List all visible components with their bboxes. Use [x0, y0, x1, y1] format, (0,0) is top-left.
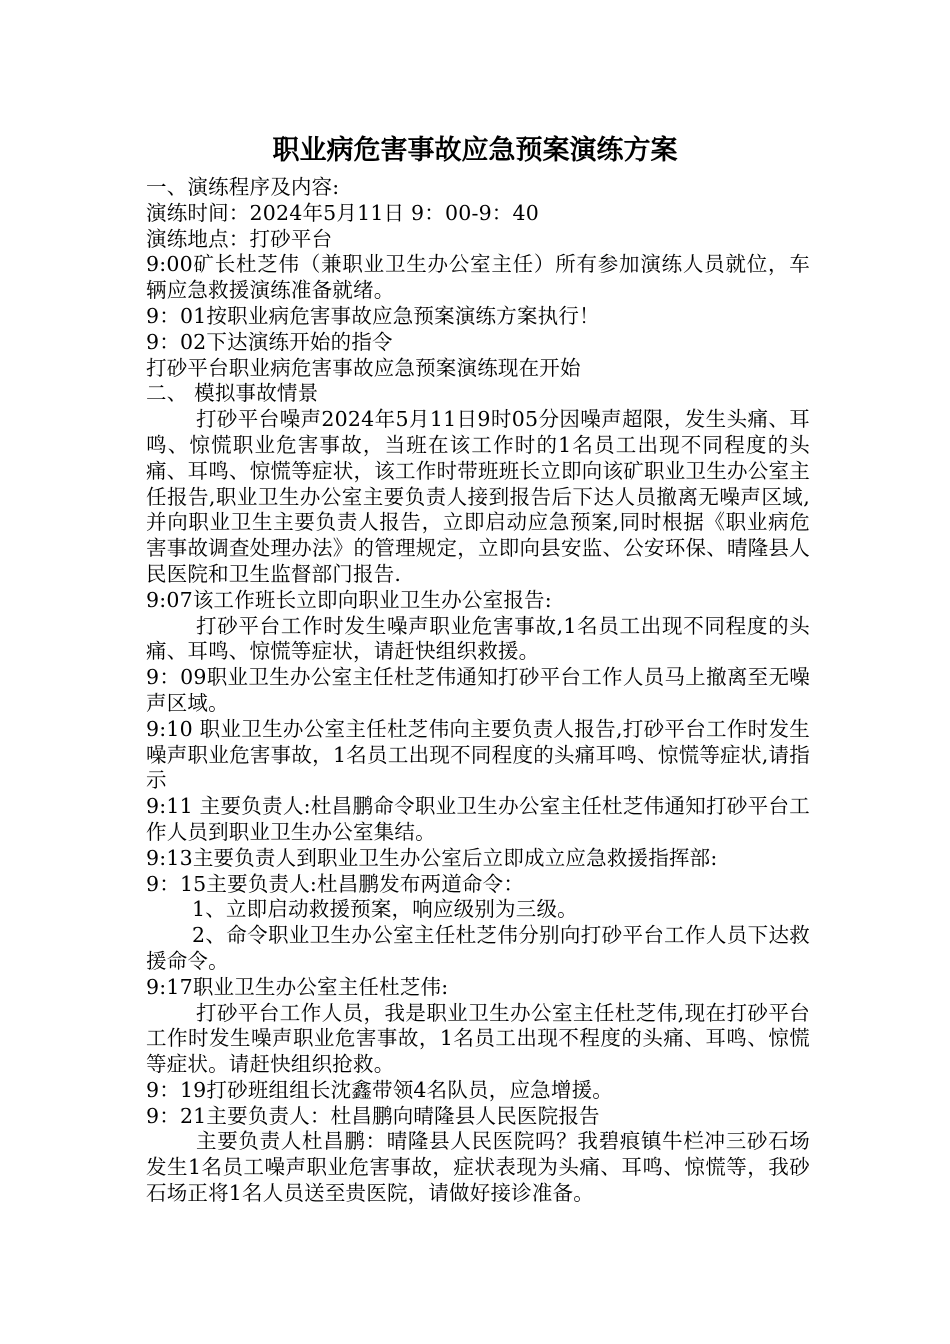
paragraph: 打砂平台工作时发生噪声职业危害事故,1名员工出现不同程度的头痛、耳鸣、惊慌等症状，请赶快组织救援。 [146, 613, 810, 664]
paragraph: 打砂平台噪声2024年5月11日9时05分因噪声超限，发生头痛、耳鸣、惊慌职业危害事故，当班在该工作时的1名员工出现不同程度的头痛、耳鸣、惊慌等症状，该工作时带班班长立即向该矿职业卫生办公室主任报告,职业卫生办公室主要负责人接到报告后下达人员撤离无噪声区域,并向职业卫生主要负责人报告，立即启动应急预案,同时根据《职业病危害事故调查处理办法》的管理规定，立即向县安监、公安环保、晴隆县人民医院和卫生监督部门报告. [146, 407, 810, 586]
paragraph: 9:17职业卫生办公室主任杜芝伟: [146, 974, 449, 999]
paragraph: 9：09职业卫生办公室主任杜芝伟通知打砂平台工作人员马上撤离至无噪声区域。 [146, 665, 810, 715]
paragraph: 1、立即启动救援预案，响应级别为三级。 [192, 897, 578, 922]
paragraph: 9:10 职业卫生办公室主任杜芝伟向主要负责人报告,打砂平台工作时发生噪声职业危害事故，1名员工出现不同程度的头痛耳鸣、惊慌等症状,请指示 [146, 716, 810, 793]
paragraph: 主要负责人杜昌鹏：晴隆县人民医院吗？我碧痕镇牛栏冲三砂石场发生1名员工噪声职业危害事故，症状表现为头痛、耳鸣、惊慌等，我砂石场正将1名人员送至贵医院，请做好接诊准备。 [146, 1129, 810, 1206]
paragraph: 打砂平台工作人员，我是职业卫生办公室主任杜芝伟,现在打砂平台工作时发生噪声职业危害事故，1名员工出现不程度的头痛、耳鸣、惊慌等症状。请赶快组织抢救。 [146, 1000, 810, 1077]
paragraph: 9:07该工作班长立即向职业卫生办公室报告: [146, 587, 552, 612]
paragraph: 二、 模拟事故情景 [146, 381, 319, 406]
paragraph: 9：02下达演练开始的指令 [146, 329, 393, 354]
paragraph: 打砂平台职业病危害事故应急预案演练现在开始 [146, 355, 581, 380]
paragraph: 一、演练程序及内容: [146, 175, 340, 199]
paragraph: 9：15主要负责人:杜昌鹏发布两道命令： [146, 871, 525, 896]
paragraph: 9:00矿长杜芝伟（兼职业卫生办公室主任）所有参加演练人员就位，车辆应急救援演练准备就绪。 [146, 252, 810, 303]
paragraph: 9：21主要负责人：杜昌鹏向晴隆县人民医院报告 [146, 1103, 600, 1128]
document-title: 职业病危害事故应急预案演练方案 [272, 135, 678, 166]
paragraph: 演练时间：2024年5月11日 9：00-9：40 [146, 200, 539, 225]
paragraph: 9:11 主要负责人:杜昌鹏命令职业卫生办公室主任杜芝伟通知打砂平台工作人员到职业卫生办公室集结。 [146, 794, 810, 844]
paragraph: 演练地点：打砂平台 [146, 226, 333, 251]
paragraph: 9：19打砂班组组长沈鑫带领4名队员，应急增援。 [146, 1077, 613, 1102]
paragraph: 2、命令职业卫生办公室主任杜芝伟分别向打砂平台工作人员下达救援命令。 [146, 923, 810, 973]
document-body [146, 175, 810, 1207]
paragraph: 9:13主要负责人到职业卫生办公室后立即成立应急救援指挥部: [146, 845, 718, 870]
paragraph: 9：01按职业病危害事故应急预案演练方案执行！ [146, 303, 600, 328]
